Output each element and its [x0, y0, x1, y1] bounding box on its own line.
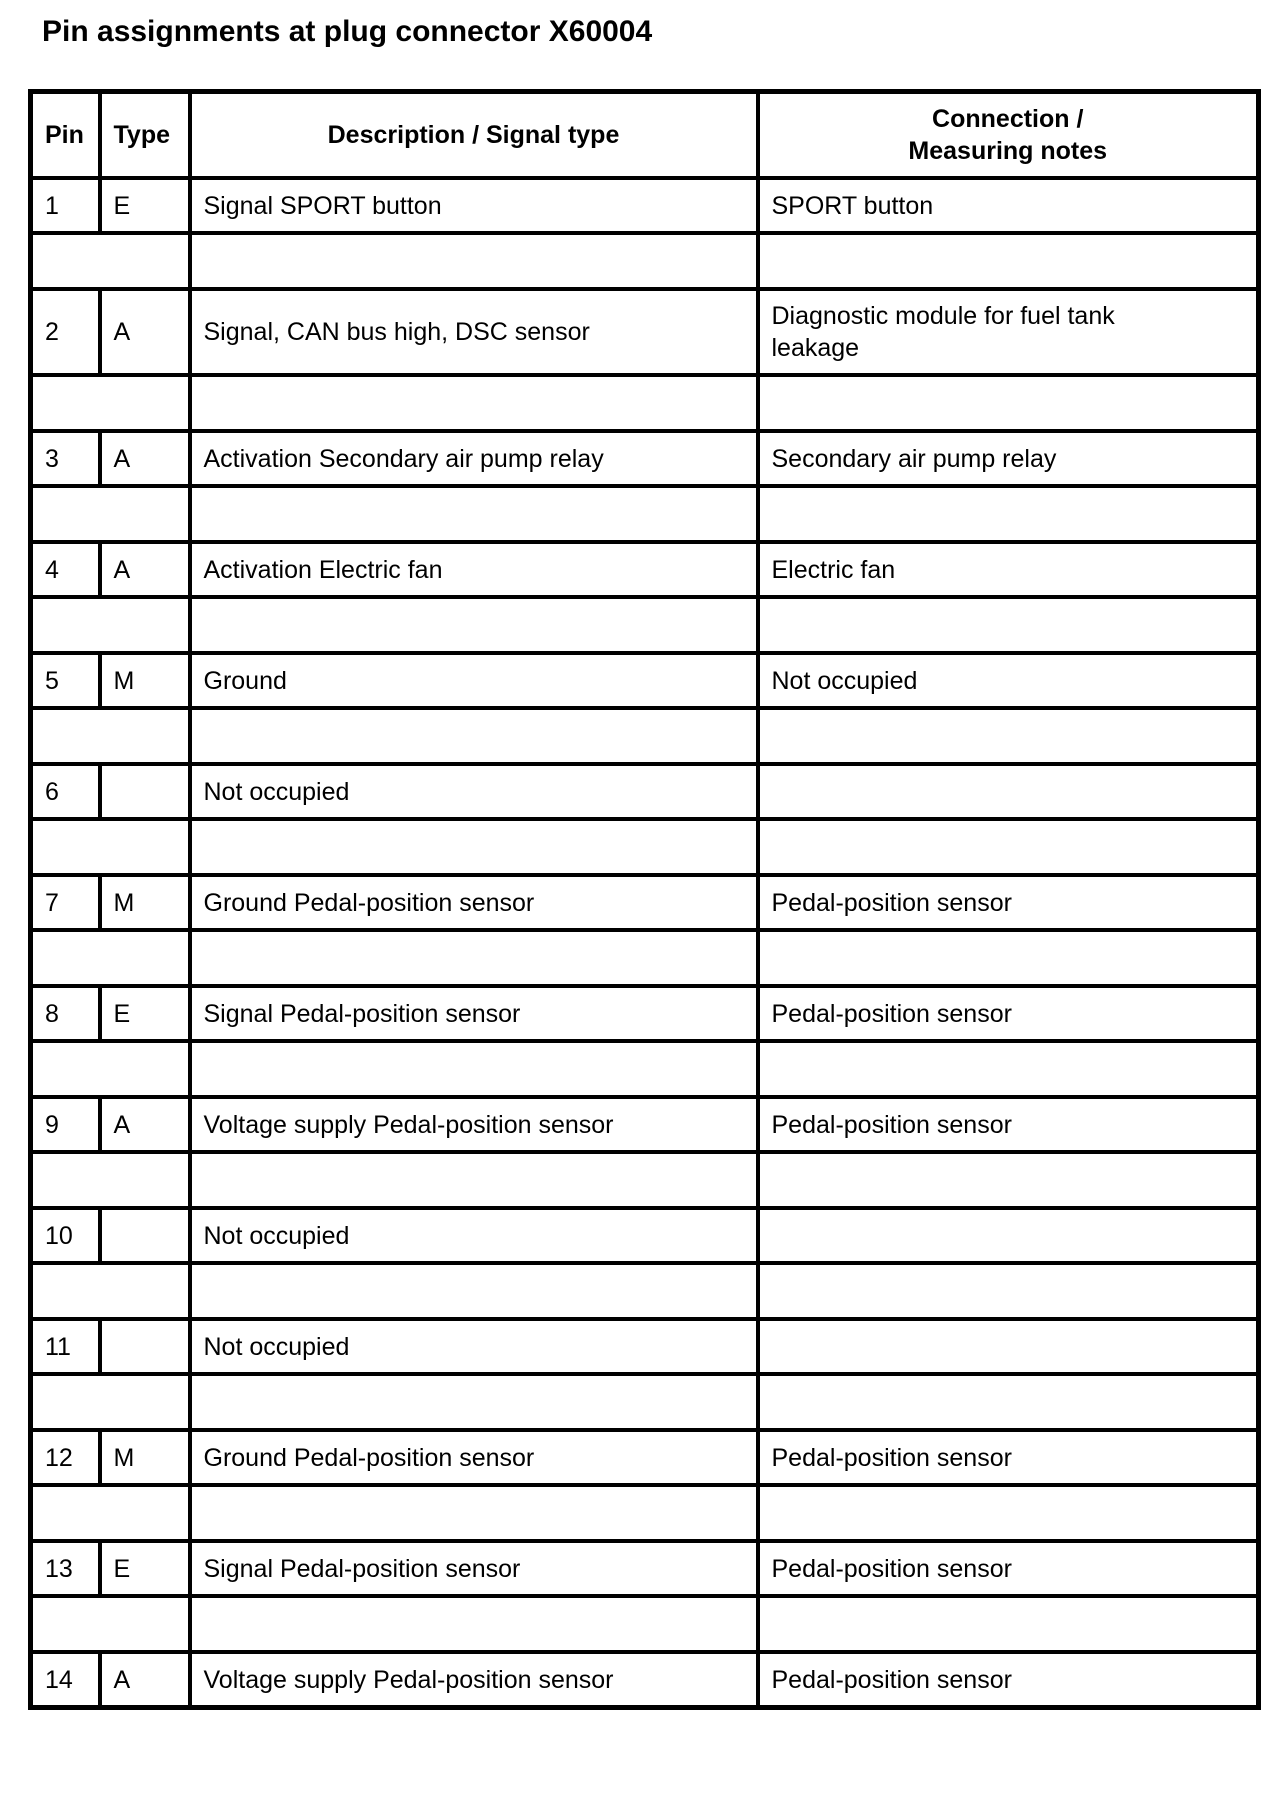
- table-header-row: [31, 92, 1259, 179]
- table-row: [31, 542, 1259, 597]
- type-cell: E: [100, 1541, 190, 1596]
- type-cell: M: [100, 1430, 190, 1485]
- type-cell: A: [100, 431, 190, 486]
- header-description: Description / Signal type: [190, 92, 758, 179]
- pin-cell: 7: [31, 875, 100, 930]
- spacer-cell: [190, 1263, 758, 1319]
- spacer-cell: [758, 708, 1259, 764]
- description-cell: Not occupied: [190, 1208, 758, 1263]
- connection-cell: [758, 1208, 1259, 1263]
- table-row: [31, 1097, 1259, 1152]
- pin-cell: 4: [31, 542, 100, 597]
- connection-cell: [758, 1430, 1259, 1485]
- spacer-cell: [31, 597, 190, 653]
- spacer-cell: [758, 930, 1259, 986]
- spacer-row: [31, 930, 1259, 986]
- spacer-cell: [758, 1041, 1259, 1097]
- connection-text: Secondary air pump relay: [771, 444, 1057, 473]
- spacer-cell: [31, 1374, 190, 1430]
- table-row: [31, 1652, 1259, 1708]
- type-cell: A: [100, 1097, 190, 1152]
- description-cell: Signal, CAN bus high, DSC sensor: [190, 289, 758, 375]
- connection-cell: [758, 1541, 1259, 1596]
- type-cell: A: [100, 289, 190, 375]
- header-connection-line2: Measuring notes: [908, 137, 1108, 165]
- description-cell: Voltage supply Pedal-position sensor: [190, 1652, 758, 1708]
- table-row: [31, 764, 1259, 819]
- type-cell: [100, 764, 190, 819]
- spacer-row: [31, 233, 1259, 289]
- connection-text: Electric fan: [771, 555, 896, 584]
- connection-cell: [758, 289, 1259, 375]
- spacer-cell: [190, 233, 758, 289]
- header-pin: Pin: [31, 92, 100, 179]
- connection-text: Pedal-position sensor: [771, 999, 1012, 1028]
- connection-cell: [758, 1319, 1259, 1374]
- connection-cell: [758, 178, 1259, 233]
- spacer-row: [31, 1263, 1259, 1319]
- connection-text: Diagnostic module for fuel tank: [771, 302, 1115, 330]
- connection-text: SPORT button: [771, 191, 934, 220]
- spacer-row: [31, 1596, 1259, 1652]
- description-cell: Not occupied: [190, 1319, 758, 1374]
- connection-cell: [758, 542, 1259, 597]
- spacer-cell: [31, 1596, 190, 1652]
- connection-cell: [758, 1652, 1259, 1708]
- connection-text: Pedal-position sensor: [771, 1665, 1012, 1694]
- description-cell: Voltage supply Pedal-position sensor: [190, 1097, 758, 1152]
- description-cell: Ground: [190, 653, 758, 708]
- table-row: [31, 431, 1259, 486]
- spacer-cell: [190, 375, 758, 431]
- pin-cell: 6: [31, 764, 100, 819]
- spacer-row: [31, 708, 1259, 764]
- type-cell: M: [100, 875, 190, 930]
- spacer-cell: [758, 1374, 1259, 1430]
- type-cell: [100, 1208, 190, 1263]
- connection-cell: [758, 431, 1259, 486]
- spacer-cell: [190, 597, 758, 653]
- connection-text: Pedal-position sensor: [771, 888, 1012, 917]
- spacer-cell: [31, 233, 190, 289]
- description-cell: Ground Pedal-position sensor: [190, 1430, 758, 1485]
- description-cell: Signal Pedal-position sensor: [190, 1541, 758, 1596]
- connection-text: Pedal-position sensor: [771, 1110, 1012, 1139]
- spacer-cell: [31, 1152, 190, 1208]
- header-connection-line1: Connection /: [932, 105, 1084, 133]
- page-title: Pin assignments at plug connector X60004: [42, 15, 653, 48]
- table-row: [31, 653, 1259, 708]
- spacer-cell: [190, 1374, 758, 1430]
- description-cell: Activation Secondary air pump relay: [190, 431, 758, 486]
- pin-cell: 2: [31, 289, 100, 375]
- connection-cell: [758, 986, 1259, 1041]
- spacer-cell: [31, 1263, 190, 1319]
- spacer-row: [31, 597, 1259, 653]
- type-cell: A: [100, 1652, 190, 1708]
- spacer-row: [31, 1152, 1259, 1208]
- spacer-cell: [758, 597, 1259, 653]
- pin-cell: 14: [31, 1652, 100, 1708]
- description-cell: Signal Pedal-position sensor: [190, 986, 758, 1041]
- connection-text: Pedal-position sensor: [771, 1554, 1012, 1583]
- type-cell: E: [100, 178, 190, 233]
- spacer-cell: [758, 819, 1259, 875]
- connection-cell: [758, 653, 1259, 708]
- spacer-cell: [190, 1485, 758, 1541]
- connection-text: Not occupied: [771, 666, 918, 695]
- spacer-row: [31, 1041, 1259, 1097]
- spacer-cell: [758, 233, 1259, 289]
- table-row: [31, 289, 1259, 375]
- pin-cell: 5: [31, 653, 100, 708]
- type-cell: M: [100, 653, 190, 708]
- spacer-cell: [758, 1485, 1259, 1541]
- pin-cell: 12: [31, 1430, 100, 1485]
- pin-cell: 3: [31, 431, 100, 486]
- spacer-cell: [31, 486, 190, 542]
- table-row: [31, 1319, 1259, 1374]
- table-row: [31, 178, 1259, 233]
- pin-cell: 11: [31, 1319, 100, 1374]
- connection-text: Pedal-position sensor: [771, 1443, 1012, 1472]
- spacer-row: [31, 375, 1259, 431]
- spacer-cell: [31, 375, 190, 431]
- table-row: [31, 986, 1259, 1041]
- spacer-cell: [758, 1152, 1259, 1208]
- connection-cell: [758, 764, 1259, 819]
- spacer-cell: [31, 930, 190, 986]
- pin-cell: 1: [31, 178, 100, 233]
- pin-cell: 8: [31, 986, 100, 1041]
- spacer-cell: [190, 708, 758, 764]
- pin-cell: 13: [31, 1541, 100, 1596]
- spacer-cell: [190, 930, 758, 986]
- table-row: [31, 1541, 1259, 1596]
- header-type: Type: [100, 92, 190, 179]
- spacer-cell: [190, 1596, 758, 1652]
- type-cell: [100, 1319, 190, 1374]
- connection-cell: [758, 1097, 1259, 1152]
- spacer-cell: [758, 375, 1259, 431]
- spacer-row: [31, 1374, 1259, 1430]
- spacer-cell: [31, 1041, 190, 1097]
- description-cell: Ground Pedal-position sensor: [190, 875, 758, 930]
- spacer-cell: [31, 819, 190, 875]
- spacer-row: [31, 1485, 1259, 1541]
- type-cell: A: [100, 542, 190, 597]
- connection-cell: [758, 875, 1259, 930]
- table-row: [31, 875, 1259, 930]
- description-cell: Signal SPORT button: [190, 178, 758, 233]
- spacer-row: [31, 819, 1259, 875]
- spacer-cell: [758, 486, 1259, 542]
- type-cell: E: [100, 986, 190, 1041]
- spacer-cell: [758, 1263, 1259, 1319]
- spacer-cell: [758, 1596, 1259, 1652]
- table-row: [31, 1208, 1259, 1263]
- header-connection: [758, 92, 1259, 179]
- spacer-cell: [190, 819, 758, 875]
- spacer-cell: [190, 1041, 758, 1097]
- spacer-row: [31, 486, 1259, 542]
- description-cell: Not occupied: [190, 764, 758, 819]
- pin-cell: 10: [31, 1208, 100, 1263]
- connection-text: leakage: [771, 334, 860, 362]
- spacer-cell: [190, 1152, 758, 1208]
- pin-assignment-table: [28, 89, 1261, 1710]
- description-cell: Activation Electric fan: [190, 542, 758, 597]
- table-row: [31, 1430, 1259, 1485]
- spacer-cell: [31, 708, 190, 764]
- spacer-cell: [190, 486, 758, 542]
- spacer-cell: [31, 1485, 190, 1541]
- pin-cell: 9: [31, 1097, 100, 1152]
